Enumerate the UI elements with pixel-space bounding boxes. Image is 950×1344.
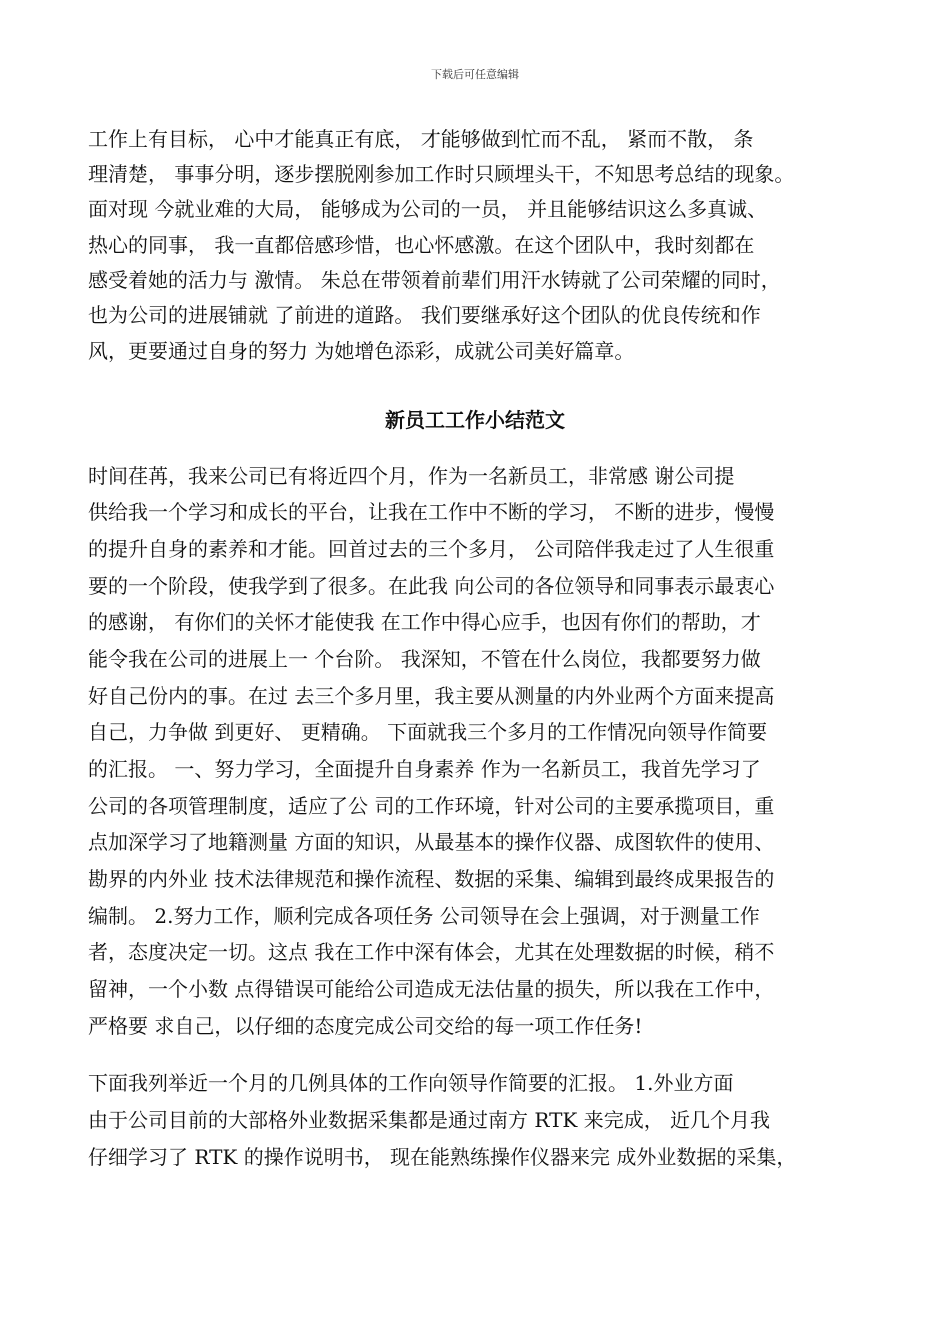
text-line: 时间荏苒，我来公司已有将近四个月，作为一名新员工，非常感 谢公司提 — [88, 464, 735, 488]
text-line: 工作上有目标， 心中才能真正有底， 才能够做到忙而不乱， 紧而不散， 条 — [88, 127, 754, 151]
text-line: 热心的同事， 我一直都倍感珍惜，也心怀感激。在这个团队中，我时刻都在 — [88, 233, 755, 257]
text-line: 的汇报。 一、努力学习，全面提升自身素养 作为一名新员工，我首先学习了 — [88, 757, 761, 781]
text-line: 也为公司的进展铺就 了前进的道路。 我们要继承好这个团队的优良传统和作 — [88, 303, 761, 327]
text-line: 编制。 2.努力工作，顺利完成各项任务 公司领导在会上强调，对于测量工作 — [88, 904, 760, 928]
text-line: 面对现 今就业难的大局， 能够成为公司的一员， 并且能够结识这么多真诚、 — [88, 197, 768, 221]
text-line: 好自己份内的事。在过 去三个多月里，我主要从测量的内外业两个方面来提高 — [88, 684, 775, 708]
text-line: 勘界的内外业 技术法律规范和操作流程、数据的采集、编辑到最终成果报告的 — [88, 867, 775, 891]
text-line: 公司的各项管理制度，适应了公 司的工作环境，针对公司的主要承揽项目，重 — [88, 794, 775, 818]
page-header: 下载后可任意编辑 — [431, 68, 519, 81]
text-line: 理清楚， 事事分明，逐步摆脱刚参加工作时只顾埋头干，不知思考总结的现象。 — [88, 162, 795, 186]
text-line: 留神，一个小数 点得错误可能给公司造成无法估量的损失，所以我在工作中， — [88, 977, 775, 1001]
text-line: 由于公司目前的大部格外业数据采集都是通过南方 RTK 来完成， 近几个月我 — [88, 1108, 771, 1132]
text-line: 风，更要通过自身的努力 为她增色添彩，成就公司美好篇章。 — [88, 339, 635, 363]
text-line: 要的一个阶段，使我学到了很多。在此我 向公司的各位领导和同事表示最衷心 — [88, 574, 775, 598]
text-line: 自己，力争做 到更好、 更精确。 下面就我三个多月的工作情况向领导作简要 — [88, 720, 768, 744]
section-title: 新员工工作小结范文 — [385, 408, 565, 432]
text-line: 感受着她的活力与 激情。 朱总在带领着前辈们用汗水铸就了公司荣耀的同时， — [88, 268, 781, 292]
text-line: 能令我在公司的进展上一 个台阶。 我深知，不管在什么岗位，我都要努力做 — [88, 647, 761, 671]
text-line: 供给我一个学习和成长的平台，让我在工作中不断的学习， 不断的进步，慢慢 — [88, 500, 775, 524]
text-line: 仔细学习了 RTK 的操作说明书， 现在能熟练操作仪器来完 成外业数据的采集， — [88, 1145, 797, 1169]
text-line: 者，态度决定一切。这点 我在工作中深有体会，尤其在处理数据的时候，稍不 — [88, 940, 775, 964]
text-line: 严格要 求自己，以仔细的态度完成公司交给的每一项工作任务! — [88, 1014, 643, 1038]
text-line: 下面我列举近一个月的几例具体的工作向领导作简要的汇报。 1.外业方面 — [88, 1071, 734, 1095]
text-line: 点加深学习了地籍测量 方面的知识，从最基本的操作仪器、成图软件的使用、 — [88, 830, 775, 854]
text-line: 的提升自身的素养和才能。回首过去的三个多月， 公司陪伴我走过了人生很重 — [88, 537, 775, 561]
text-line: 的感谢， 有你们的关怀才能使我 在工作中得心应手，也因有你们的帮助，才 — [88, 610, 761, 634]
